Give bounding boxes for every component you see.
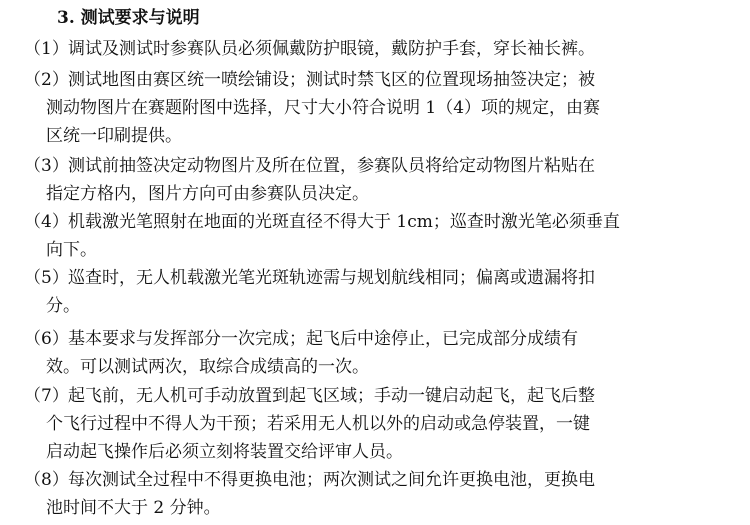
item-text: 测试前抽签决定动物图片及所在位置，参赛队员将给定动物图片粘贴在 [68, 156, 595, 176]
item-number: （8） [24, 470, 69, 490]
item-number: （6） [24, 329, 69, 349]
item-line-continuation: 分。 [46, 296, 80, 316]
item-text: 调试及测试时参赛队员必须佩戴防护眼镜，戴防护手套，穿长袖长裤。 [68, 39, 595, 59]
item-line [24, 152, 730, 180]
item-line-continuation: 向下。 [46, 240, 97, 260]
item-line [24, 325, 730, 353]
item-line [24, 66, 730, 94]
item-text: 每次测试全过程中不得更换电池；两次测试之间允许更换电池，更换电 [68, 470, 595, 490]
item-line [24, 264, 730, 292]
item-line [24, 466, 730, 494]
item-line [24, 35, 730, 63]
requirement-item-3 [24, 152, 730, 208]
item-line-continuation: 效。可以测试两次，取综合成绩高的一次。 [46, 357, 369, 377]
requirement-item-4 [24, 208, 730, 264]
item-text: 巡查时，无人机载激光笔光斑轨迹需与规划航线相同；偏离或遗漏将扣 [68, 268, 595, 288]
item-number: （4） [24, 212, 69, 232]
item-text: 起飞前，无人机可手动放置到起飞区域；手动一键启动起飞，起飞后整 [68, 386, 595, 406]
requirement-item-8 [24, 466, 730, 522]
section-heading: 3. 测试要求与说明 [57, 8, 200, 28]
item-line-continuation: 启动起飞操作后必须立刻将装置交给评审人员。 [46, 442, 403, 462]
item-line-continuation: 测动物图片在赛题附图中选择，尺寸大小符合说明 1（4）项的规定，由赛 [46, 98, 601, 118]
requirement-item-2 [24, 66, 730, 150]
requirement-item-5 [24, 264, 730, 320]
item-text: 基本要求与发挥部分一次完成；起飞后中途停止，已完成部分成绩有 [68, 329, 578, 349]
item-line-continuation: 池时间不大于 2 分钟。 [46, 498, 221, 518]
item-line-continuation: 指定方格内，图片方向可由参赛队员决定。 [46, 184, 369, 204]
requirement-item-1 [24, 35, 730, 63]
item-line [24, 382, 730, 410]
item-line-continuation: 个飞行过程中不得人为干预；若采用无人机以外的启动或急停装置，一键 [46, 414, 590, 434]
item-number: （1） [24, 39, 69, 59]
item-text: 机载激光笔照射在地面的光斑直径不得大于 1cm；巡查时激光笔必须垂直 [68, 212, 620, 232]
item-text: 测试地图由赛区统一喷绘铺设；测试时禁飞区的位置现场抽签决定；被 [68, 70, 595, 90]
item-number: （3） [24, 156, 69, 176]
item-line-continuation: 区统一印刷提供。 [46, 126, 182, 146]
requirement-item-7 [24, 382, 730, 466]
item-number: （5） [24, 268, 69, 288]
item-line [24, 208, 730, 236]
item-number: （7） [24, 386, 69, 406]
requirement-item-6 [24, 325, 730, 381]
item-number: （2） [24, 70, 69, 90]
